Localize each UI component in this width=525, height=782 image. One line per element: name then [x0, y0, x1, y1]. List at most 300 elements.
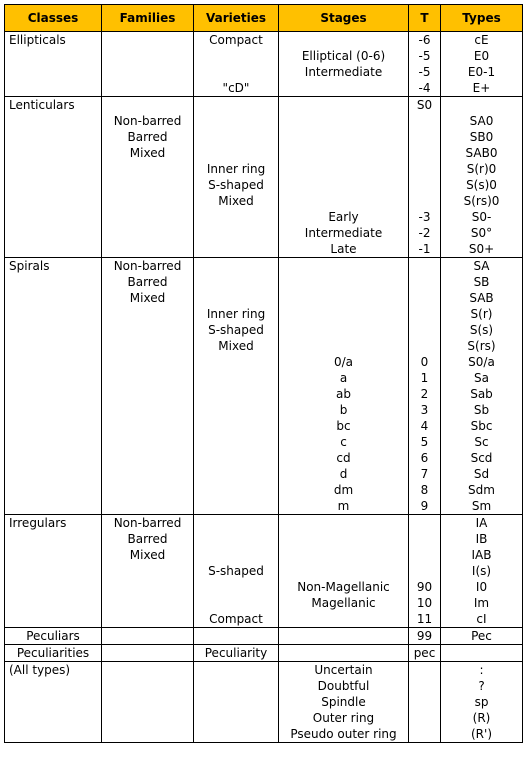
cell-types: E+ [441, 80, 523, 97]
cell-classes [5, 193, 102, 209]
cell-classes: (All types) [5, 662, 102, 679]
cell-types: I0 [441, 579, 523, 595]
table-row [5, 628, 523, 645]
cell-varieties [194, 694, 279, 710]
table-row [5, 177, 523, 193]
cell-stages: dm [279, 482, 409, 498]
cell-varieties [194, 386, 279, 402]
cell-stages: Outer ring [279, 710, 409, 726]
cell-classes [5, 290, 102, 306]
cell-families [102, 386, 194, 402]
cell-classes [5, 595, 102, 611]
cell-families [102, 678, 194, 694]
cell-varieties [194, 726, 279, 743]
cell-t: 8 [409, 482, 441, 498]
cell-classes [5, 710, 102, 726]
cell-classes [5, 129, 102, 145]
cell-classes [5, 161, 102, 177]
cell-varieties [194, 579, 279, 595]
cell-t: 9 [409, 498, 441, 515]
cell-types: IAB [441, 547, 523, 563]
cell-families [102, 628, 194, 645]
cell-varieties [194, 450, 279, 466]
cell-families [102, 64, 194, 80]
cell-stages [279, 274, 409, 290]
cell-families [102, 354, 194, 370]
cell-t: 6 [409, 450, 441, 466]
cell-varieties: Peculiarity [194, 645, 279, 662]
cell-varieties [194, 628, 279, 645]
cell-stages: d [279, 466, 409, 482]
cell-varieties [194, 370, 279, 386]
cell-stages [279, 145, 409, 161]
cell-t [409, 193, 441, 209]
cell-classes [5, 274, 102, 290]
cell-stages: bc [279, 418, 409, 434]
cell-families: Non-barred [102, 258, 194, 275]
table-row [5, 710, 523, 726]
cell-stages [279, 645, 409, 662]
cell-stages [279, 628, 409, 645]
cell-stages [279, 563, 409, 579]
cell-varieties [194, 418, 279, 434]
cell-families [102, 370, 194, 386]
table-row [5, 595, 523, 611]
cell-stages: Early [279, 209, 409, 225]
cell-t [409, 710, 441, 726]
cell-types: ? [441, 678, 523, 694]
cell-types: S0- [441, 209, 523, 225]
cell-varieties [194, 241, 279, 258]
table-row [5, 193, 523, 209]
cell-families [102, 193, 194, 209]
cell-t [409, 726, 441, 743]
cell-t: 2 [409, 386, 441, 402]
table-row [5, 290, 523, 306]
cell-t [409, 322, 441, 338]
cell-types: IB [441, 531, 523, 547]
cell-types: S(rs) [441, 338, 523, 354]
cell-t [409, 129, 441, 145]
cell-varieties [194, 710, 279, 726]
cell-t [409, 694, 441, 710]
cell-varieties: S-shaped [194, 177, 279, 193]
cell-classes [5, 145, 102, 161]
cell-types [441, 645, 523, 662]
cell-types: cI [441, 611, 523, 628]
cell-varieties [194, 258, 279, 275]
cell-varieties [194, 531, 279, 547]
cell-types: SAB [441, 290, 523, 306]
cell-t: -2 [409, 225, 441, 241]
table-row [5, 209, 523, 225]
table-row [5, 113, 523, 129]
cell-families [102, 466, 194, 482]
cell-stages: Intermediate [279, 225, 409, 241]
cell-classes [5, 726, 102, 743]
cell-families: Barred [102, 531, 194, 547]
cell-t [409, 515, 441, 532]
cell-t [409, 547, 441, 563]
cell-classes [5, 48, 102, 64]
cell-types: Sm [441, 498, 523, 515]
cell-varieties: Mixed [194, 338, 279, 354]
cell-families [102, 563, 194, 579]
cell-varieties: Compact [194, 32, 279, 49]
cell-stages: 0/a [279, 354, 409, 370]
cell-stages: Late [279, 241, 409, 258]
cell-t: 5 [409, 434, 441, 450]
cell-varieties [194, 678, 279, 694]
table-row [5, 64, 523, 80]
cell-families [102, 48, 194, 64]
cell-stages [279, 290, 409, 306]
cell-varieties [194, 64, 279, 80]
cell-t: 10 [409, 595, 441, 611]
table-row [5, 466, 523, 482]
table-row [5, 547, 523, 563]
table-row [5, 241, 523, 258]
cell-families [102, 209, 194, 225]
cell-varieties [194, 402, 279, 418]
table-row [5, 274, 523, 290]
table-row [5, 48, 523, 64]
cell-classes [5, 80, 102, 97]
cell-t: 90 [409, 579, 441, 595]
cell-types: sp [441, 694, 523, 710]
cell-families: Barred [102, 129, 194, 145]
cell-t [409, 338, 441, 354]
cell-classes [5, 418, 102, 434]
cell-t: -3 [409, 209, 441, 225]
cell-types: SA [441, 258, 523, 275]
table-row [5, 32, 523, 49]
cell-families [102, 402, 194, 418]
cell-classes [5, 482, 102, 498]
cell-classes [5, 450, 102, 466]
cell-varieties [194, 662, 279, 679]
cell-t: -5 [409, 48, 441, 64]
cell-families: Mixed [102, 290, 194, 306]
cell-stages [279, 322, 409, 338]
table-row [5, 258, 523, 275]
cell-stages: cd [279, 450, 409, 466]
cell-classes [5, 579, 102, 595]
cell-families [102, 32, 194, 49]
table-row [5, 563, 523, 579]
cell-varieties: S-shaped [194, 322, 279, 338]
cell-types: (R) [441, 710, 523, 726]
cell-types: S0° [441, 225, 523, 241]
cell-t: 3 [409, 402, 441, 418]
cell-t: 1 [409, 370, 441, 386]
cell-varieties: S-shaped [194, 563, 279, 579]
cell-stages [279, 129, 409, 145]
cell-types: Sab [441, 386, 523, 402]
cell-families [102, 498, 194, 515]
cell-t: 99 [409, 628, 441, 645]
cell-types: SAB0 [441, 145, 523, 161]
cell-families [102, 662, 194, 679]
cell-t: pec [409, 645, 441, 662]
header-classes: Classes [5, 5, 102, 32]
cell-families [102, 450, 194, 466]
cell-t: 0 [409, 354, 441, 370]
cell-families [102, 306, 194, 322]
cell-t [409, 678, 441, 694]
table-row [5, 370, 523, 386]
cell-t [409, 563, 441, 579]
cell-types: (R') [441, 726, 523, 743]
cell-stages: a [279, 370, 409, 386]
cell-varieties: Mixed [194, 193, 279, 209]
cell-varieties [194, 274, 279, 290]
cell-classes [5, 531, 102, 547]
header-stages: Stages [279, 5, 409, 32]
cell-families: Barred [102, 274, 194, 290]
cell-varieties [194, 97, 279, 114]
cell-classes [5, 209, 102, 225]
cell-varieties: Compact [194, 611, 279, 628]
cell-stages: Intermediate [279, 64, 409, 80]
cell-classes [5, 434, 102, 450]
cell-t [409, 306, 441, 322]
cell-varieties [194, 129, 279, 145]
cell-classes [5, 64, 102, 80]
cell-families [102, 225, 194, 241]
cell-classes [5, 563, 102, 579]
table-row [5, 579, 523, 595]
cell-t: 11 [409, 611, 441, 628]
cell-stages: m [279, 498, 409, 515]
cell-stages [279, 258, 409, 275]
header-families: Families [102, 5, 194, 32]
cell-t [409, 662, 441, 679]
cell-types: S(r) [441, 306, 523, 322]
cell-types: S(rs)0 [441, 193, 523, 209]
cell-families [102, 161, 194, 177]
cell-t: S0 [409, 97, 441, 114]
table-row [5, 434, 523, 450]
cell-stages [279, 547, 409, 563]
header-row [5, 5, 523, 32]
cell-stages: Doubtful [279, 678, 409, 694]
table-row [5, 129, 523, 145]
cell-types: Sd [441, 466, 523, 482]
cell-classes [5, 370, 102, 386]
cell-families [102, 322, 194, 338]
cell-varieties [194, 145, 279, 161]
cell-classes [5, 694, 102, 710]
cell-stages [279, 161, 409, 177]
cell-varieties: Inner ring [194, 161, 279, 177]
cell-families [102, 694, 194, 710]
cell-classes [5, 338, 102, 354]
table-row [5, 161, 523, 177]
cell-families [102, 595, 194, 611]
cell-types: S0+ [441, 241, 523, 258]
cell-classes [5, 241, 102, 258]
cell-stages: Pseudo outer ring [279, 726, 409, 743]
table-row [5, 678, 523, 694]
table-row [5, 645, 523, 662]
cell-classes: Peculiarities [5, 645, 102, 662]
cell-t: 7 [409, 466, 441, 482]
cell-t [409, 113, 441, 129]
cell-types: E0-1 [441, 64, 523, 80]
table-row [5, 498, 523, 515]
cell-stages: Non-Magellanic [279, 579, 409, 595]
cell-varieties [194, 209, 279, 225]
cell-types: Sc [441, 434, 523, 450]
table-row [5, 418, 523, 434]
cell-families: Non-barred [102, 515, 194, 532]
cell-t [409, 274, 441, 290]
cell-varieties [194, 113, 279, 129]
cell-t [409, 290, 441, 306]
cell-types: Pec [441, 628, 523, 645]
table-body [5, 32, 523, 743]
cell-varieties [194, 354, 279, 370]
table-row [5, 386, 523, 402]
cell-varieties: Inner ring [194, 306, 279, 322]
table-row [5, 80, 523, 97]
cell-classes [5, 547, 102, 563]
cell-classes [5, 386, 102, 402]
cell-classes [5, 322, 102, 338]
cell-types [441, 97, 523, 114]
cell-classes: Lenticulars [5, 97, 102, 114]
cell-varieties [194, 290, 279, 306]
cell-t [409, 177, 441, 193]
table-row [5, 482, 523, 498]
table-row [5, 402, 523, 418]
cell-t: -1 [409, 241, 441, 258]
cell-classes [5, 678, 102, 694]
cell-stages [279, 193, 409, 209]
cell-types: E0 [441, 48, 523, 64]
cell-families [102, 482, 194, 498]
cell-classes [5, 498, 102, 515]
table-row [5, 97, 523, 114]
cell-types: S(s) [441, 322, 523, 338]
cell-classes [5, 402, 102, 418]
cell-varieties [194, 547, 279, 563]
cell-families [102, 177, 194, 193]
header-varieties: Varieties [194, 5, 279, 32]
table-row [5, 515, 523, 532]
table-row [5, 338, 523, 354]
cell-t: -6 [409, 32, 441, 49]
cell-t [409, 258, 441, 275]
cell-types: Im [441, 595, 523, 611]
cell-families [102, 80, 194, 97]
cell-varieties [194, 515, 279, 532]
cell-stages [279, 306, 409, 322]
cell-varieties [194, 225, 279, 241]
cell-stages [279, 611, 409, 628]
cell-varieties [194, 482, 279, 498]
header-types: Types [441, 5, 523, 32]
cell-types: Scd [441, 450, 523, 466]
cell-types: SB0 [441, 129, 523, 145]
cell-stages: ab [279, 386, 409, 402]
cell-stages: Magellanic [279, 595, 409, 611]
cell-classes [5, 113, 102, 129]
cell-stages [279, 531, 409, 547]
cell-classes [5, 225, 102, 241]
cell-families [102, 418, 194, 434]
table-row [5, 662, 523, 679]
cell-types: SB [441, 274, 523, 290]
table-row [5, 611, 523, 628]
cell-t [409, 161, 441, 177]
cell-stages [279, 113, 409, 129]
cell-types: S(r)0 [441, 161, 523, 177]
cell-varieties: "cD" [194, 80, 279, 97]
table-row [5, 225, 523, 241]
cell-types: IA [441, 515, 523, 532]
table-row [5, 354, 523, 370]
cell-families: Mixed [102, 145, 194, 161]
cell-stages [279, 515, 409, 532]
cell-classes [5, 354, 102, 370]
cell-types: S(s)0 [441, 177, 523, 193]
cell-t [409, 531, 441, 547]
cell-families [102, 241, 194, 258]
cell-stages: Uncertain [279, 662, 409, 679]
cell-classes: Irregulars [5, 515, 102, 532]
cell-stages [279, 338, 409, 354]
cell-types: Sb [441, 402, 523, 418]
table-row [5, 145, 523, 161]
cell-varieties [194, 466, 279, 482]
cell-types: Sa [441, 370, 523, 386]
cell-t [409, 145, 441, 161]
cell-varieties [194, 498, 279, 515]
cell-families [102, 645, 194, 662]
cell-families [102, 611, 194, 628]
table-row [5, 322, 523, 338]
table-row [5, 531, 523, 547]
table-row [5, 450, 523, 466]
cell-stages [279, 32, 409, 49]
cell-stages: b [279, 402, 409, 418]
cell-classes: Ellipticals [5, 32, 102, 49]
cell-families [102, 579, 194, 595]
table-row [5, 306, 523, 322]
galaxy-classification-table [4, 4, 523, 743]
cell-families: Mixed [102, 547, 194, 563]
cell-types: I(s) [441, 563, 523, 579]
cell-families [102, 434, 194, 450]
cell-stages [279, 80, 409, 97]
cell-classes [5, 611, 102, 628]
cell-t: 4 [409, 418, 441, 434]
cell-types: cE [441, 32, 523, 49]
cell-types: SA0 [441, 113, 523, 129]
cell-stages [279, 97, 409, 114]
cell-classes [5, 466, 102, 482]
cell-families [102, 726, 194, 743]
cell-stages: Elliptical (0-6) [279, 48, 409, 64]
cell-varieties [194, 434, 279, 450]
cell-classes [5, 306, 102, 322]
cell-t: -4 [409, 80, 441, 97]
header-t: T [409, 5, 441, 32]
cell-types: S0/a [441, 354, 523, 370]
cell-stages: Spindle [279, 694, 409, 710]
